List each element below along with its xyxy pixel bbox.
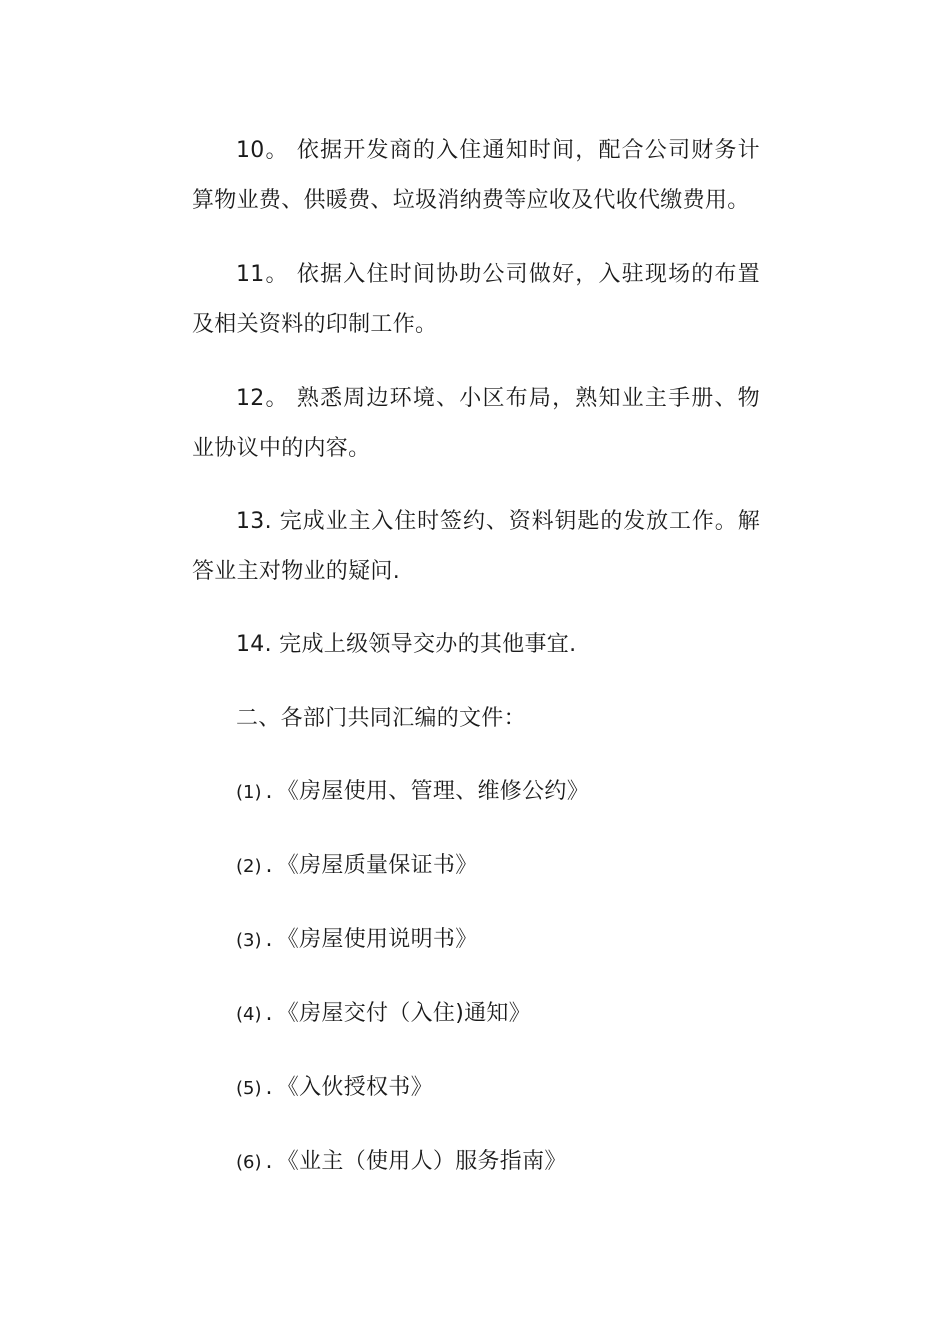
document-title: 《房屋交付（入住)通知》: [276, 1001, 531, 1026]
document-number: (3): [236, 930, 262, 951]
section-heading: 二、各部门共同汇编的文件：: [236, 706, 526, 731]
document-number: (5): [236, 1078, 262, 1099]
document-list-item-5: [236, 1063, 433, 1114]
document-separator: .: [265, 853, 273, 878]
paragraph-item-11: 11。 依据入住时间协助公司做好，入驻现场的布置及相关资料的印制工作。: [192, 262, 760, 337]
document-title: 《房屋使用说明书》: [276, 927, 478, 952]
paragraph-item-12: 12。 熟悉周边环境、小区布局，熟知业主手册、物业协议中的内容。: [192, 386, 760, 461]
document-title: 《业主（使用人）服务指南》: [276, 1149, 567, 1174]
document-number: (4): [236, 1004, 262, 1025]
document-number: (6): [236, 1152, 262, 1173]
document-list-item-1: [236, 767, 589, 818]
document-separator: .: [265, 779, 273, 804]
document-number: (1): [236, 782, 262, 803]
document-list-item-3: [236, 915, 478, 966]
document-number: (2): [236, 856, 262, 877]
document-list-item-6: [236, 1137, 567, 1188]
document-separator: .: [265, 1075, 273, 1100]
document-title: 《入伙授权书》: [276, 1075, 433, 1100]
document-title: 《房屋使用、管理、维修公约》: [276, 779, 589, 804]
document-list-item-2: [236, 841, 478, 892]
document-separator: .: [265, 1149, 273, 1174]
document-title: 《房屋质量保证书》: [276, 853, 478, 878]
document-separator: .: [265, 1001, 273, 1026]
paragraph-item-14: 14. 完成上级领导交办的其他事宜.: [236, 632, 577, 657]
paragraph-item-10: 10。 依据开发商的入住通知时间，配合公司财务计算物业费、供暖费、垃圾消纳费等应收及代收代缴费用。: [192, 138, 760, 213]
document-separator: .: [265, 927, 273, 952]
paragraph-item-13: 13. 完成业主入住时签约、资料钥匙的发放工作。解答业主对物业的疑问.: [192, 509, 760, 584]
document-list-item-4: [236, 989, 531, 1040]
